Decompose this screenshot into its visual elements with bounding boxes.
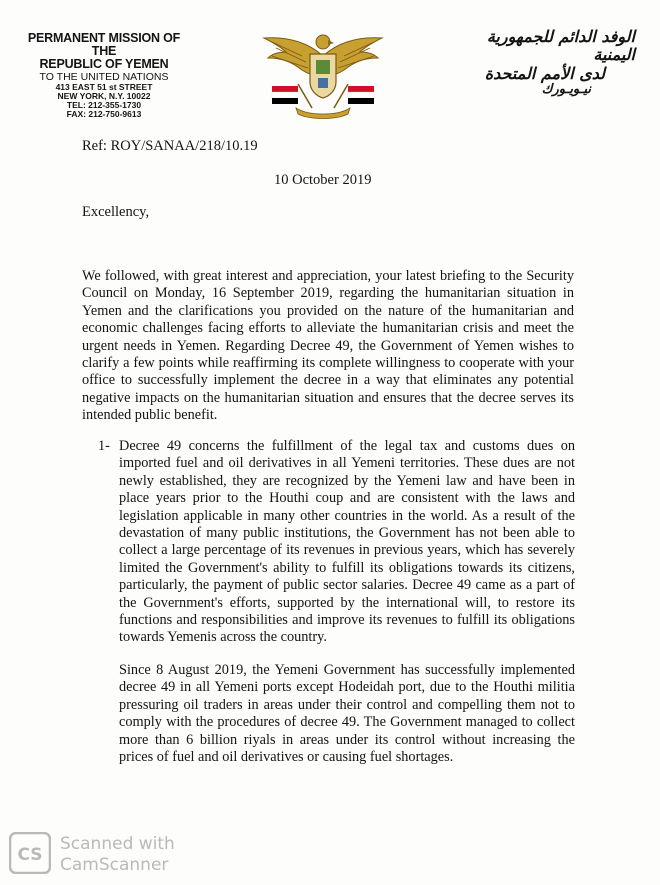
arabic-line2: لدى الأمم المتحدة bbox=[484, 63, 605, 83]
eagle-emblem-icon bbox=[262, 26, 384, 122]
arabic-line1: الوفد الدائم للجمهورية اليمنية bbox=[486, 27, 635, 65]
salutation: Excellency, bbox=[82, 204, 150, 220]
letterhead-line3: TO THE UNITED NATIONS bbox=[39, 71, 169, 84]
intro-paragraph: We followed, with great interest and appreciation, your latest briefing to the Security Council on Monday, 16 September 2019, regarding the humanitarian situation in Yemen and the clarifications you provided on the nature of the humanitarian and economic challenges facing efforts to alleviate the humanitarian crisis and meet the urgent needs in Yemen. Regarding Decree 49, the Government of Yemen wishes to clarify a few points while reaffirming its complete willingness to cooperate with your office to successfully implement the decree in a way that eliminates any potential negative impacts on the humanitarian situation and ensures that the decree serves its intended public benefit. bbox=[82, 268, 574, 424]
arabic-line3: نيـويـورك bbox=[541, 82, 591, 98]
arabic-letterhead bbox=[455, 28, 635, 98]
letterhead-line2: REPUBLIC OF YEMEN bbox=[39, 57, 169, 72]
list-item-number: 1- bbox=[98, 438, 110, 454]
letterhead-fax: FAX: 212-750-9613 bbox=[66, 109, 142, 120]
letterhead-street: 413 EAST 51 st STREET bbox=[55, 82, 153, 93]
camscanner-logo-icon bbox=[9, 832, 51, 874]
followup-paragraph: Since 8 August 2019, the Yemeni Government has successfully implemented decree 49 in all Yemeni ports except Hodeidah port, due to the Houthi militia pressuring oil traders in areas under their control and compelling them not to comply with the procedures of decree 49. The Government managed to collect more than 6 billion riyals in areas under its control without increasing the prices of fuel and oil derivatives or causing fuel shortages. bbox=[119, 662, 575, 766]
letterhead-city: NEW YORK, N.Y. 10022 bbox=[57, 91, 151, 102]
list-item-paragraph: Decree 49 concerns the fulfillment of the legal tax and customs dues on imported fuel and oil derivatives in all Yemeni territories. These dues are not newly established, they are recognized by the Yemeni law and have been in place years prior to the Houthi coup and are consistent with the laws and legislation applicable in many other countries in the world. As a result of the devastation of many public institutions, the Government has not been able to collect a large percentage of its revenues in previous years, which has severely limited the Government's ability to fulfill its obligations towards its citizens, particularly, the payment of public sector salaries. Decree 49 came as a part of the Government's efforts, supported by the international will, to restore its functions and responsibilities and improve its revenues to fulfill its obligations towards Yemenis across the country. bbox=[119, 438, 575, 646]
camscanner-logo-text: CS bbox=[17, 845, 43, 865]
letterhead-line1: PERMANENT MISSION OF THE bbox=[27, 31, 181, 59]
watermark-line2: CamScanner bbox=[60, 855, 169, 875]
camscanner-watermark bbox=[60, 834, 175, 876]
letterhead-tel: TEL: 212-355-1730 bbox=[66, 100, 142, 111]
watermark-line1: Scanned with bbox=[60, 834, 175, 854]
mission-letterhead bbox=[20, 32, 188, 119]
reference-number: Ref: ROY/SANAA/218/10.19 bbox=[82, 138, 258, 154]
letter-date: 10 October 2019 bbox=[274, 172, 372, 188]
